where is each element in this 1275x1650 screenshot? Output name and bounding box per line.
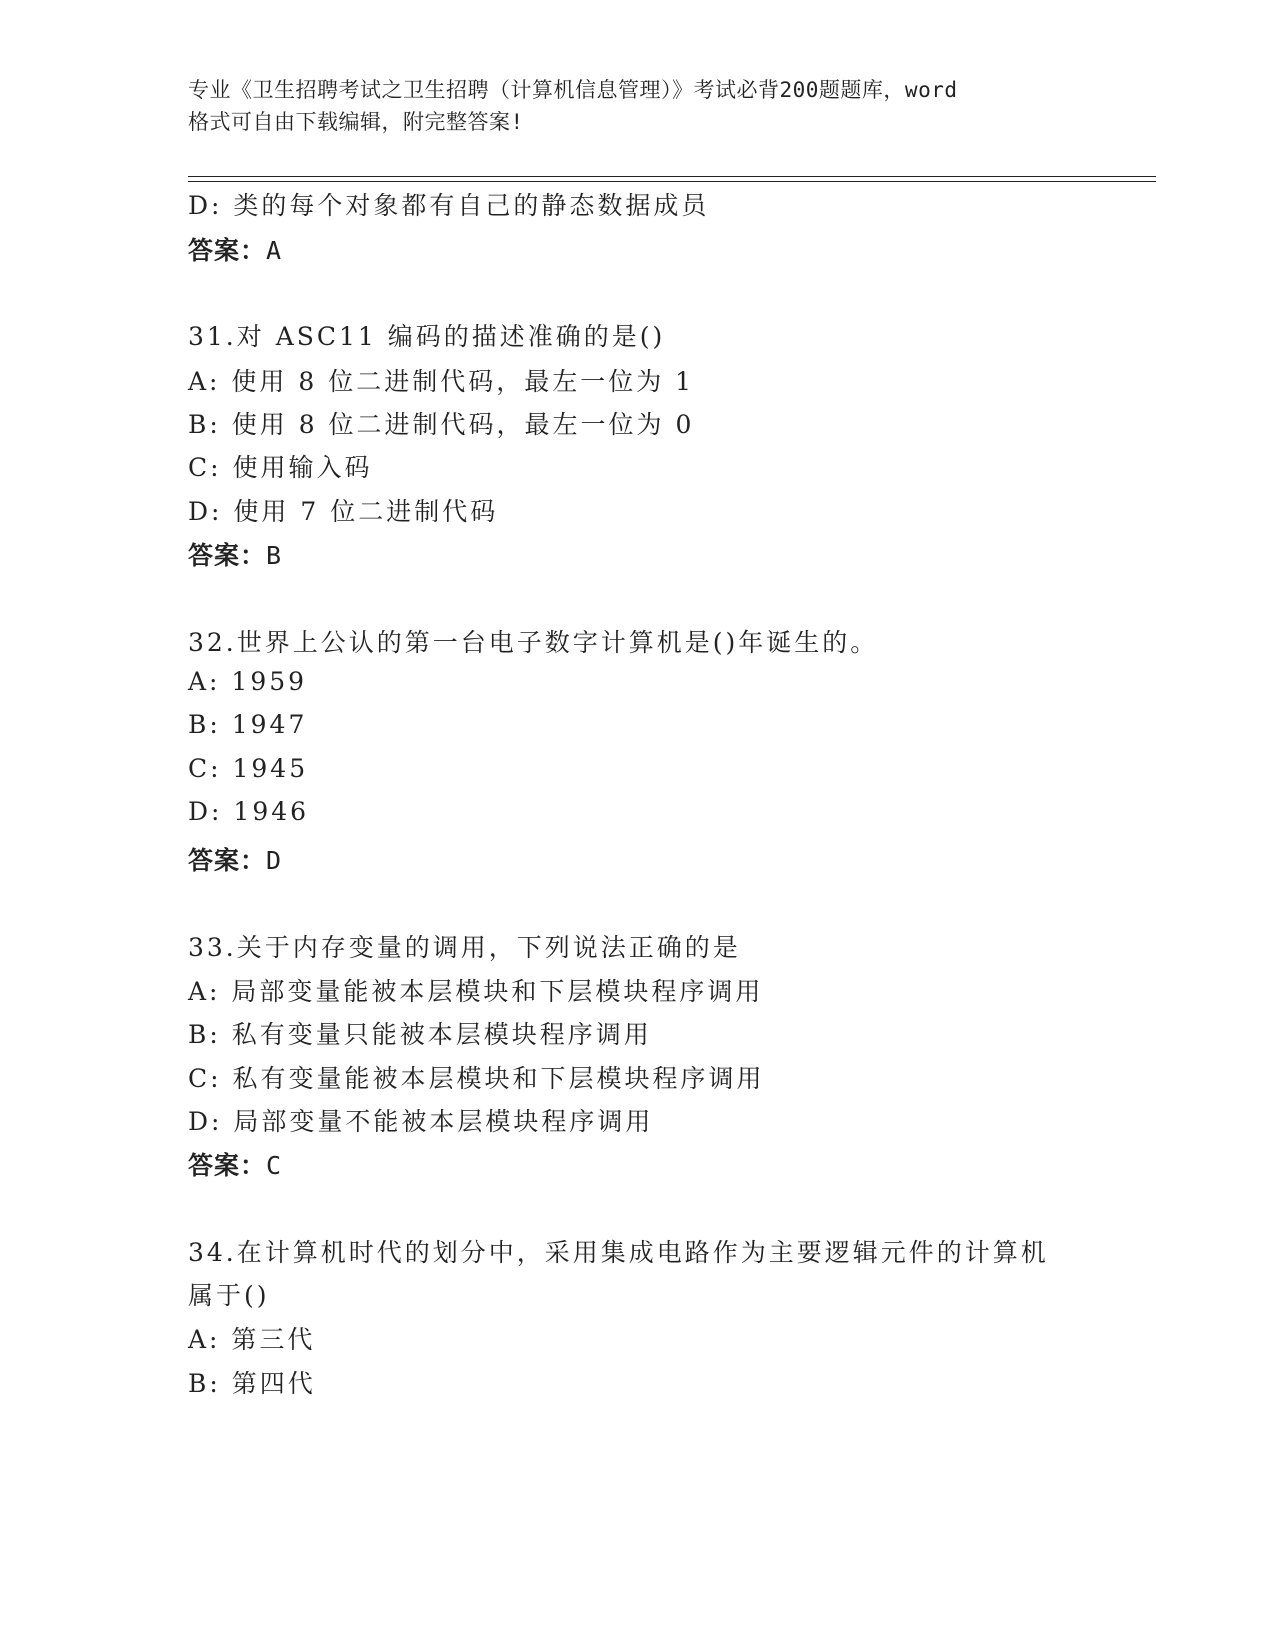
q33-answer [188, 1146, 282, 1182]
q31-option-a: A: 使用 8 位二进制代码，最左一位为 1 [188, 367, 695, 396]
q32-question: 32.世界上公认的第一台电子数字计算机是()年诞生的。 [188, 628, 879, 657]
answer-value: D [266, 846, 283, 875]
answer-label: 答案： [188, 236, 267, 265]
header-line-1: 专业《卫生招聘考试之卫生招聘（计算机信息管理）》考试必背200题题库，word [188, 78, 958, 102]
q31-question: 31.对 ASC11 编码的描述准确的是() [188, 322, 666, 351]
q31-answer [188, 536, 282, 572]
document-header [188, 74, 1088, 138]
q33-option-d: D: 局部变量不能被本层模块程序调用 [188, 1107, 654, 1136]
answer-label: 答案： [188, 1151, 267, 1180]
q32-option-b: B: 1947 [188, 710, 308, 739]
prev-answer [188, 231, 282, 267]
q33-question: 33.关于内存变量的调用，下列说法正确的是 [188, 933, 741, 962]
answer-label: 答案： [188, 541, 267, 570]
answer-value: C [266, 1151, 283, 1180]
q33-option-b: B: 私有变量只能被本层模块程序调用 [188, 1020, 652, 1049]
answer-value: A [266, 236, 283, 265]
prev-option-d: D: 类的每个对象都有自己的静态数据成员 [188, 191, 710, 220]
q33-option-a: A: 局部变量能被本层模块和下层模块程序调用 [188, 977, 764, 1006]
q34-option-b: B: 第四代 [188, 1369, 316, 1398]
q32-option-d: D: 1946 [188, 797, 310, 826]
header-divider-top [188, 176, 1156, 177]
q34-question-line-2: 属于() [188, 1281, 270, 1310]
q34-question-line-1: 34.在计算机时代的划分中，采用集成电路作为主要逻辑元件的计算机 [188, 1238, 1049, 1267]
answer-value: B [266, 541, 283, 570]
header-line-2: 格式可自由下载编辑，附完整答案! [188, 110, 524, 134]
header-divider-bottom [188, 181, 1156, 182]
q32-option-c: C: 1945 [188, 754, 309, 783]
q32-option-a: A: 1959 [188, 667, 308, 696]
answer-label: 答案： [188, 846, 267, 875]
q33-option-c: C: 私有变量能被本层模块和下层模块程序调用 [188, 1064, 765, 1093]
q31-option-d: D: 使用 7 位二进制代码 [188, 497, 499, 526]
q32-answer [188, 841, 282, 877]
q31-option-b: B: 使用 8 位二进制代码，最左一位为 0 [188, 410, 695, 439]
q31-option-c: C: 使用输入码 [188, 453, 373, 482]
q34-option-a: A: 第三代 [188, 1325, 316, 1354]
